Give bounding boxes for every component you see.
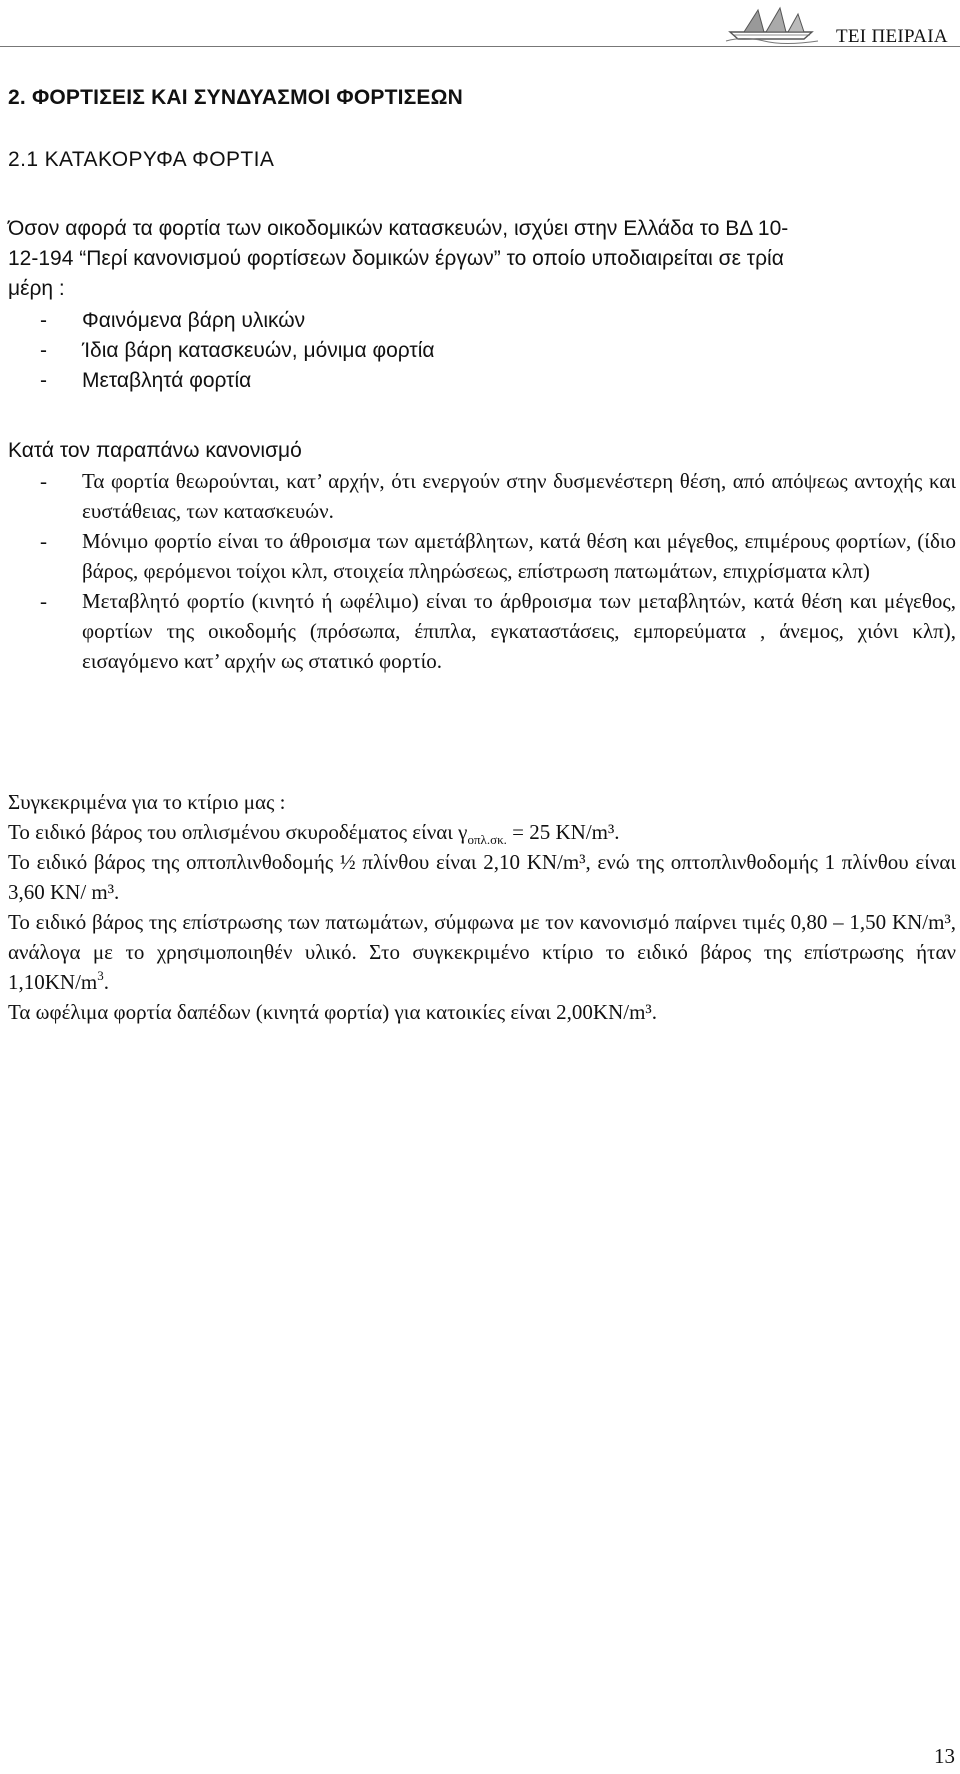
concrete-subscript: οπλ.σκ. bbox=[467, 832, 507, 847]
flooring-weight bbox=[8, 907, 956, 997]
header-divider bbox=[0, 46, 960, 47]
list-item bbox=[8, 466, 956, 526]
regulation-section bbox=[8, 436, 956, 676]
flooring-end: . bbox=[103, 970, 109, 994]
building-specifics bbox=[8, 787, 956, 1027]
intro-paragraph bbox=[8, 214, 956, 304]
flooring-text: Το ειδικό βάρος της επίστρωσης των πατωμάτων, σύμφωνα με τον κανονισμό παίρνει τιμές 0,80 – 1,50 KN/m³, ανάλογα με το χρησιμοποιηθέν υλικό. Στο συγκεκριμένο κτίριο το ειδικό βάρος της επίστρωσης ήταν 1,10KN/m bbox=[8, 910, 956, 994]
concrete-value: = 25 KN/m³. bbox=[506, 820, 620, 844]
flooring-superscript: 3 bbox=[97, 968, 104, 983]
regulation-parts-list bbox=[8, 306, 956, 396]
list-item bbox=[8, 586, 956, 676]
subsection-heading: 2.1 ΚΑΤΑΚΟΡΥΦΑ ΦΟΡΤΙΑ bbox=[8, 148, 275, 171]
intro-line: μέρη : bbox=[8, 277, 65, 300]
concrete-text: Το ειδικό βάρος του οπλισμένου σκυροδέματος είναι γ bbox=[8, 820, 468, 844]
list-item bbox=[8, 526, 956, 586]
concrete-weight bbox=[8, 817, 956, 847]
list-dash: - bbox=[40, 469, 47, 493]
list-item bbox=[8, 306, 956, 336]
list-item-text: Τα φορτία θεωρούνται, κατ’ αρχήν, ότι ενεργούν στην δυσμενέστερη θέση, από απόψεως αντοχής και ευστάθειας, των κατασκευών. bbox=[82, 469, 956, 523]
intro-line: 12-194 “Περί κανονισμού φορτίσεων δομικών έργων” το οποίο υποδιαιρείται σε τρία bbox=[8, 247, 784, 270]
intro-line: Όσον αφορά τα φορτία των οικοδομικών κατασκευών, ισχύει στην Ελλάδα το ΒΔ 10- bbox=[8, 217, 789, 240]
section-heading: 2. ΦΟΡΤΙΣΕΙΣ ΚΑΙ ΣΥΝΔΥΑΣΜΟΙ ΦΟΡΤΙΣΕΩΝ bbox=[8, 86, 464, 109]
ship-logo-icon bbox=[724, 4, 820, 44]
list-item bbox=[8, 366, 956, 396]
list-item-text: Ίδια βάρη κατασκευών, μόνιμα φορτία bbox=[82, 339, 435, 362]
masonry-weight: Το ειδικό βάρος της οπτοπλινθοδομής ½ πλίνθου είναι 2,10 KN/m³, ενώ της οπτοπλινθοδομής 1 πλίνθου είναι 3,60 KN/ m³. bbox=[8, 850, 956, 904]
list-item-text: Μεταβλητό φορτίο (κινητό ή ωφέλιμο) είναι το άρθροισμα των μεταβλητών, κατά θέση και μέγεθος, φορτίων της οικοδομής (πρόσωπα, έπιπλα, εγκαταστάσεις, εμπορεύματα , άνεμος, χιόνι κλπ), εισαγόμενο κατ’ αρχήν ως στατικό φορτίο. bbox=[82, 589, 956, 673]
list-item-text: Μεταβλητά φορτία bbox=[82, 369, 252, 392]
list-dash: - bbox=[40, 339, 47, 362]
list-dash: - bbox=[40, 309, 47, 332]
regulation-lead: Κατά τον παραπάνω κανονισμό bbox=[8, 439, 302, 462]
list-dash: - bbox=[40, 589, 47, 613]
list-item bbox=[8, 336, 956, 366]
list-item-text: Μόνιμο φορτίο είναι το άθροισμα των αμετάβλητων, κατά θέση και μέγεθος, επιμέρους φορτίων, (ίδιο βάρος, φερόμενοι τοίχοι κλπ, στοιχεία πληρώσεως, επίστρωση πατωμάτων, επιχρίσματα κλπ) bbox=[82, 529, 956, 583]
list-dash: - bbox=[40, 369, 47, 392]
list-dash: - bbox=[40, 529, 47, 553]
header-organization: ΤΕΙ ΠΕΙΡΑΙΑ bbox=[836, 26, 948, 47]
specifics-lead: Συγκεκριμένα για το κτίριο μας : bbox=[8, 790, 286, 814]
list-item-text: Φαινόμενα βάρη υλικών bbox=[82, 309, 306, 332]
page-number: 13 bbox=[934, 1744, 955, 1768]
live-load: Τα ωφέλιμα φορτία δαπέδων (κινητά φορτία) για κατοικίες είναι 2,00KN/m³. bbox=[8, 1000, 657, 1024]
